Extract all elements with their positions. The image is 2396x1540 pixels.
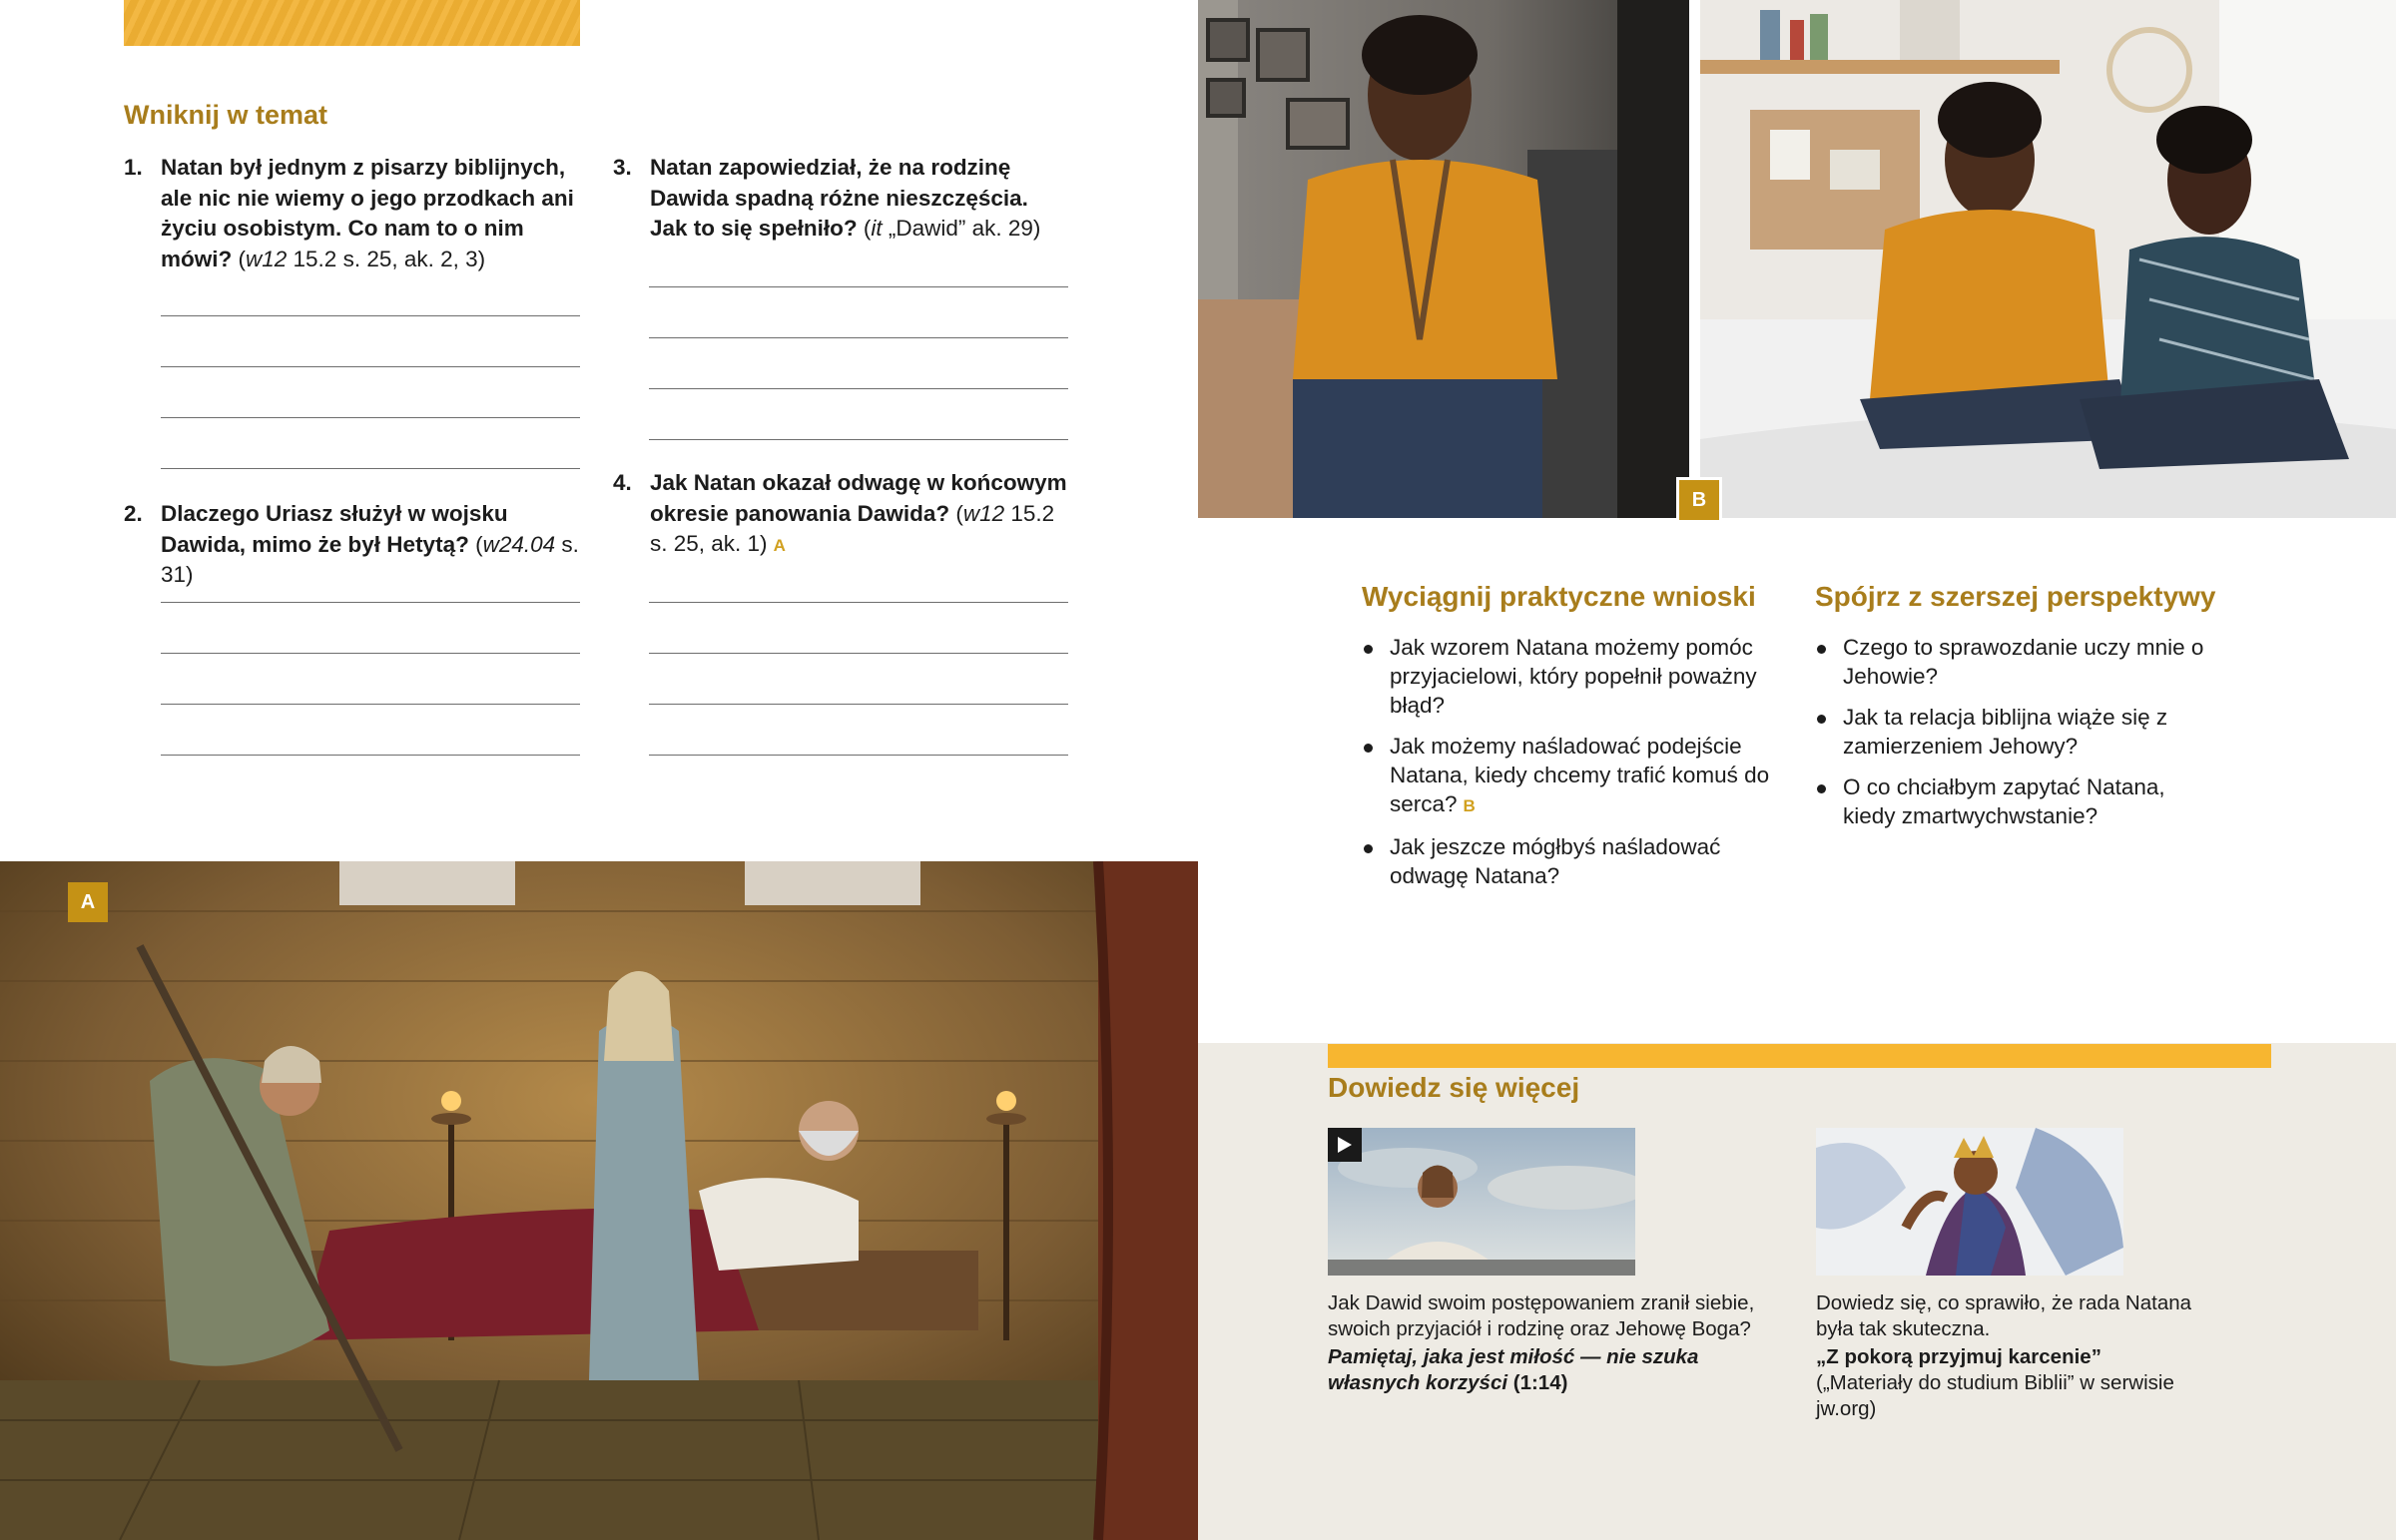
question-3-ref-source[interactable]: it (871, 216, 883, 241)
question-3-ref: „Dawid” ak. 29) (882, 216, 1041, 241)
question-4-ref: 15.2 s. 25, ak. 1) (650, 500, 1055, 556)
question-4-text: Jak Natan okazał odwagę w końcowym okresie panowania Dawida? (650, 470, 1067, 526)
question-1: 1. Natan był jednym z pisarzy biblijnych, ale nic nie wiemy o jego przodkach ani życiu osobistym. Co nam to o nim mówi? (w12 15.2 s. 25, ak. 2, 3) (124, 155, 574, 271)
article-description (1816, 1290, 2215, 1422)
video-link[interactable]: Pamiętaj, jaka jest miłość — nie szuka własnych korzyści (1328, 1345, 1699, 1394)
question-3-text: Natan zapowiedział, że na rodzinę Dawida spadną różne nieszczęścia. Jak to się spełniło? (650, 155, 1028, 241)
learn-more-bar (1328, 1044, 2271, 1068)
question-2-number: 2. (124, 501, 143, 526)
article-source: („Materiały do studium Biblii” w serwisie jw.org) (1816, 1371, 2174, 1420)
question-2-ref: s. 31) (161, 531, 579, 587)
answer-lines-3[interactable] (649, 286, 1068, 490)
section-title-wniknij: Wniknij w temat (124, 100, 328, 130)
article-thumbnail[interactable] (1816, 1128, 2123, 1276)
header-banner (124, 0, 580, 46)
question-3-number: 3. (613, 155, 632, 180)
question-4-number: 4. (613, 470, 632, 495)
image-marker-b: B (1676, 477, 1722, 523)
perspektywa-item-3: O co chciałbym zapytać Natana, kiedy zmartwychwstanie? (1815, 772, 2214, 830)
answer-lines-2[interactable] (161, 602, 580, 805)
question-3: 3. Natan zapowiedział, że na rodzinę Dawida spadną różne nieszczęścia. Jak to się spełniło? (it „Dawid” ak. 29) (613, 155, 1041, 241)
answer-lines-4[interactable] (649, 602, 1068, 805)
praktyczne-item-3: Jak jeszcze mógłbyś naśladować odwagę Natana? (1362, 832, 1781, 890)
praktyczne-image-badge[interactable]: B (1463, 796, 1476, 815)
video-thumbnail[interactable] (1328, 1128, 1635, 1276)
question-1-ref: 15.2 s. 25, ak. 2, 3) (287, 246, 486, 271)
question-2-text: Dlaczego Uriasz służył w wojsku Dawida, mimo że był Hetytą? (161, 501, 508, 557)
video-duration: (1:14) (1507, 1371, 1568, 1394)
article-intro: Dowiedz się, co sprawiło, że rada Natana była tak skuteczna. (1816, 1291, 2192, 1340)
illustration-nathan-and-david (0, 861, 1198, 1540)
question-1-text: Natan był jednym z pisarzy biblijnych, ale nic nie wiemy o jego przodkach ani życiu osobistym. Co nam to o nim mówi? (161, 155, 574, 271)
question-4-image-badge[interactable]: A (773, 536, 786, 555)
section-title-perspektywa: Spójrz z szerszej perspektywy (1815, 581, 2216, 612)
photo-divider (1689, 0, 1700, 518)
image-marker-a: A (68, 882, 108, 922)
question-4-ref-source[interactable]: w12 (962, 500, 1005, 526)
question-2-ref-source[interactable]: w24.04 (482, 531, 556, 557)
article-link[interactable]: „Z pokorą przyjmuj karcenie” (1816, 1345, 2101, 1368)
section-title-praktyczne: Wyciągnij praktyczne wnioski (1362, 581, 1756, 612)
question-4: 4. Jak Natan okazał odwagę w końcowym okresie panowania Dawida? (w12 15.2 s. 25, ak. 1) A (613, 470, 1067, 556)
play-icon[interactable] (1328, 1128, 1362, 1162)
video-question: Jak Dawid swoim postępowaniem zranił siebie, swoich przyjaciół i rodzinę oraz Jehowę Boga? (1328, 1291, 1755, 1340)
photo-woman-thinking (1198, 0, 1689, 518)
answer-lines-1[interactable] (161, 315, 580, 519)
question-2: 2. Dlaczego Uriasz służył w wojsku Dawida, mimo że był Hetytą? (w24.04 s. 31) (124, 501, 579, 587)
praktyczne-item-2: Jak możemy naśladować podejście Natana, kiedy chcemy trafić komuś do serca? B (1362, 732, 1781, 820)
photo-women-talking (1700, 0, 2396, 518)
video-description (1328, 1290, 1777, 1396)
question-1-number: 1. (124, 155, 143, 180)
section-title-dowiedz: Dowiedz się więcej (1328, 1072, 1580, 1103)
praktyczne-item-1: Jak wzorem Natana możemy pomóc przyjacielowi, który popełnił poważny błąd? (1362, 633, 1781, 720)
perspektywa-item-2: Jak ta relacja biblijna wiąże się z zamierzeniem Jehowy? (1815, 703, 2214, 761)
question-1-ref-source[interactable]: w12 (246, 246, 288, 271)
perspektywa-item-1: Czego to sprawozdanie uczy mnie o Jehowie? (1815, 633, 2214, 691)
praktyczne-list (1362, 633, 1781, 902)
perspektywa-list (1815, 633, 2214, 842)
